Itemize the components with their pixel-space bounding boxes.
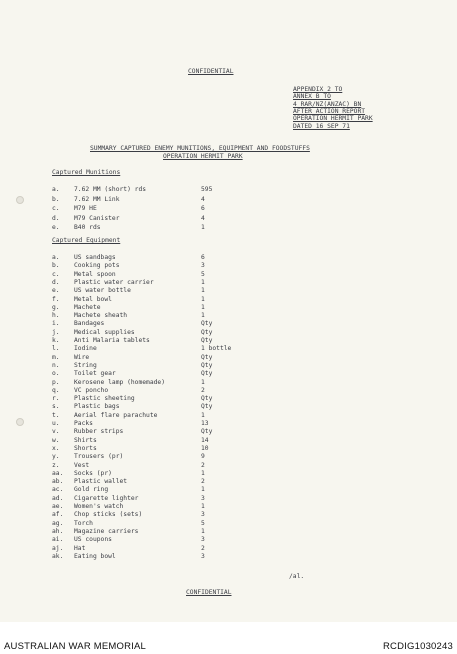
list-item xyxy=(52,420,93,427)
reference-line: AFTER ACTION REPORT xyxy=(293,107,366,115)
item-quantity: 6 xyxy=(201,254,205,261)
item-letter: ab. xyxy=(52,478,64,486)
item-letter: y. xyxy=(52,453,60,461)
item-name: Vest xyxy=(74,461,90,469)
item-letter: h. xyxy=(52,312,60,320)
item-letter: p. xyxy=(52,378,60,386)
list-item xyxy=(52,215,120,222)
item-quantity: Qty xyxy=(201,320,213,328)
list-item xyxy=(52,495,138,502)
item-quantity: Qty xyxy=(201,361,213,369)
item-quantity: 1 xyxy=(201,486,205,494)
item-name: Shirts xyxy=(74,436,97,444)
item-quantity: 3 xyxy=(201,262,205,270)
item-letter: ad. xyxy=(52,494,64,502)
item-name: Cooking pots xyxy=(74,262,120,270)
item-letter: ag. xyxy=(52,519,64,527)
item-name: String xyxy=(74,361,97,369)
list-item xyxy=(52,362,97,369)
classification-bottom: CONFIDENTIAL xyxy=(186,589,232,596)
item-name: 7.62 MM (short) rds xyxy=(74,186,147,193)
item-quantity: 1 xyxy=(201,224,205,231)
item-quantity: 4 xyxy=(201,214,205,222)
item-letter: o. xyxy=(52,370,60,378)
item-letter: w. xyxy=(52,436,60,444)
list-item xyxy=(52,287,131,294)
list-item xyxy=(52,545,85,552)
list-item xyxy=(52,279,154,286)
list-item xyxy=(52,445,97,452)
archive-footer xyxy=(0,622,457,654)
list-item xyxy=(52,271,116,278)
item-letter: u. xyxy=(52,420,60,427)
item-letter: l. xyxy=(52,345,60,353)
item-quantity: 1 xyxy=(201,287,205,295)
item-letter: e. xyxy=(52,224,60,231)
item-name: Plastic wallet xyxy=(74,478,128,486)
list-item xyxy=(52,354,89,361)
item-letter: g. xyxy=(52,303,60,311)
item-name: M79 HE xyxy=(74,205,97,212)
reference-line: DATED 16 SEP 71 xyxy=(293,122,350,130)
item-name: Medical supplies xyxy=(74,328,135,336)
item-quantity: Qty xyxy=(201,337,213,344)
classification-top: CONFIDENTIAL xyxy=(188,68,234,75)
item-name: Metal spoon xyxy=(74,270,116,278)
item-name: US water bottle xyxy=(74,287,131,295)
item-letter: d. xyxy=(52,278,60,286)
item-quantity: 3 xyxy=(201,536,205,544)
list-item xyxy=(52,329,135,336)
item-name: Cigarette lighter xyxy=(74,494,139,502)
item-quantity: 1 bottle xyxy=(201,345,232,353)
archive-id: RCDIG1030243 xyxy=(383,641,453,652)
item-letter: i. xyxy=(52,320,60,328)
item-letter: ak. xyxy=(52,552,64,560)
list-item xyxy=(52,520,93,527)
item-letter: a. xyxy=(52,254,60,261)
item-name: Torch xyxy=(74,519,93,527)
list-item xyxy=(52,296,112,303)
item-name: Bandages xyxy=(74,320,105,328)
list-item xyxy=(52,205,97,212)
item-quantity: Qty xyxy=(201,428,213,436)
section-heading: Captured Munitions xyxy=(52,169,121,176)
item-letter: e. xyxy=(52,287,60,295)
list-item xyxy=(52,304,101,311)
list-item xyxy=(52,536,112,543)
reference-line: APPENDIX 2 TO xyxy=(293,86,343,93)
reference-line: 4 RAR/NZ(ANZAC) BN xyxy=(293,100,362,108)
item-name: Aerial flare parachute xyxy=(74,411,158,419)
item-name: Eating bowl xyxy=(74,552,116,560)
reference-line: ANNEX B TO xyxy=(293,93,331,101)
item-letter: k. xyxy=(52,337,60,344)
list-item xyxy=(52,528,138,535)
list-item xyxy=(52,254,116,261)
item-name: Kerosene lamp (homemade) xyxy=(74,378,165,386)
item-letter: aj. xyxy=(52,544,64,552)
list-item xyxy=(52,320,104,327)
item-quantity: 2 xyxy=(201,544,205,552)
item-letter: x. xyxy=(52,444,60,452)
list-item xyxy=(52,379,165,386)
title-line: OPERATION HERMIT PARK xyxy=(163,152,243,160)
punch-hole xyxy=(16,418,24,426)
list-item xyxy=(52,370,116,377)
list-item xyxy=(52,511,142,518)
item-letter: ae. xyxy=(52,503,64,510)
list-item xyxy=(52,403,120,410)
item-letter: v. xyxy=(52,428,60,436)
list-item xyxy=(52,312,127,319)
page-continuation-marker: /al. xyxy=(289,573,305,580)
list-item xyxy=(52,345,97,352)
item-letter: z. xyxy=(52,461,60,469)
item-name: VC poncho xyxy=(74,386,109,394)
item-letter: c. xyxy=(52,270,60,278)
item-quantity: 1 xyxy=(201,411,205,419)
item-name: Shorts xyxy=(74,444,97,452)
archive-name: AUSTRALIAN WAR MEMORIAL xyxy=(4,641,147,652)
item-name: Socks (pr) xyxy=(74,469,112,477)
item-letter: b. xyxy=(52,195,60,203)
item-letter: b. xyxy=(52,262,60,270)
list-item xyxy=(52,462,89,469)
item-letter: r. xyxy=(52,395,60,403)
item-name: Packs xyxy=(74,420,93,427)
item-quantity: 1 xyxy=(201,278,205,286)
item-quantity: Qty xyxy=(201,328,213,336)
item-letter: ai. xyxy=(52,536,64,544)
item-quantity: 595 xyxy=(201,186,213,193)
item-letter: n. xyxy=(52,361,60,369)
list-item xyxy=(52,478,127,485)
item-name: US sandbags xyxy=(74,254,116,261)
list-item xyxy=(52,196,120,203)
list-item xyxy=(52,503,123,510)
list-item xyxy=(52,437,97,444)
item-letter: aa. xyxy=(52,469,64,477)
item-quantity: 3 xyxy=(201,552,205,560)
punch-hole xyxy=(16,196,24,204)
list-item xyxy=(52,262,120,269)
item-name: Plastic water carrier xyxy=(74,278,154,286)
item-quantity: Qty xyxy=(201,370,213,378)
item-name: Toilet gear xyxy=(74,370,116,378)
title-line: SUMMARY CAPTURED ENEMY MUNITIONS, EQUIPMENT AND FOODSTUFFS xyxy=(90,145,310,152)
item-quantity: 3 xyxy=(201,494,205,502)
list-item xyxy=(52,453,123,460)
item-quantity: 6 xyxy=(201,205,205,212)
item-quantity: 1 xyxy=(201,312,205,320)
item-name: Metal bowl xyxy=(74,295,112,303)
item-quantity: 2 xyxy=(201,386,205,394)
item-name: Plastic bags xyxy=(74,403,120,411)
item-letter: t. xyxy=(52,411,60,419)
item-quantity: Qty xyxy=(201,353,213,361)
reference-line: OPERATION HERMIT PARK xyxy=(293,115,373,123)
item-letter: q. xyxy=(52,386,60,394)
item-quantity: 5 xyxy=(201,270,205,278)
item-quantity: 13 xyxy=(201,420,209,427)
list-item xyxy=(52,412,157,419)
item-quantity: 1 xyxy=(201,503,205,510)
item-letter: j. xyxy=(52,328,60,336)
item-quantity: 2 xyxy=(201,461,205,469)
item-quantity: 1 xyxy=(201,295,205,303)
item-letter: ac. xyxy=(52,486,64,494)
item-name: Hat xyxy=(74,544,86,552)
item-quantity: 10 xyxy=(201,444,209,452)
item-quantity: 2 xyxy=(201,478,205,486)
item-quantity: 1 xyxy=(201,527,205,535)
item-quantity: 4 xyxy=(201,195,205,203)
list-item xyxy=(52,428,123,435)
item-letter: m. xyxy=(52,353,60,361)
item-name: Chop sticks (sets) xyxy=(74,511,143,519)
item-name: Machete sheath xyxy=(74,312,128,320)
list-item xyxy=(52,337,150,344)
item-name: Trousers (pr) xyxy=(74,453,124,461)
item-name: Rubber strips xyxy=(74,428,124,436)
item-name: 7.62 MM Link xyxy=(74,195,120,203)
item-letter: s. xyxy=(52,403,60,411)
item-quantity: 14 xyxy=(201,436,209,444)
list-item xyxy=(52,553,116,560)
item-name: Magazine carriers xyxy=(74,527,139,535)
item-quantity: 1 xyxy=(201,378,205,386)
list-item xyxy=(52,224,101,231)
item-letter: f. xyxy=(52,295,60,303)
item-name: Machete xyxy=(74,303,101,311)
item-quantity: Qty xyxy=(201,395,213,403)
item-name: Plastic sheeting xyxy=(74,395,135,403)
list-item xyxy=(52,387,108,394)
item-name: B40 rds xyxy=(74,224,101,231)
item-name: Anti Malaria tablets xyxy=(74,337,150,344)
item-letter: ah. xyxy=(52,527,64,535)
list-item xyxy=(52,470,112,477)
item-letter: af. xyxy=(52,511,64,519)
list-item xyxy=(52,186,146,193)
item-quantity: 1 xyxy=(201,469,205,477)
item-letter: d. xyxy=(52,214,60,222)
item-name: Iodine xyxy=(74,345,97,353)
item-name: US coupons xyxy=(74,536,112,544)
item-quantity: 5 xyxy=(201,519,205,527)
item-quantity: 3 xyxy=(201,511,205,519)
item-quantity: Qty xyxy=(201,403,213,411)
item-quantity: 1 xyxy=(201,303,205,311)
item-letter: c. xyxy=(52,205,60,212)
item-letter: a. xyxy=(52,186,60,193)
item-name: Women's watch xyxy=(74,503,124,510)
item-quantity: 9 xyxy=(201,453,205,461)
list-item xyxy=(52,395,135,402)
section-heading: Captured Equipment xyxy=(52,237,121,244)
item-name: Wire xyxy=(74,353,90,361)
item-name: Gold ring xyxy=(74,486,109,494)
item-name: M79 Canister xyxy=(74,214,120,222)
list-item xyxy=(52,486,108,493)
